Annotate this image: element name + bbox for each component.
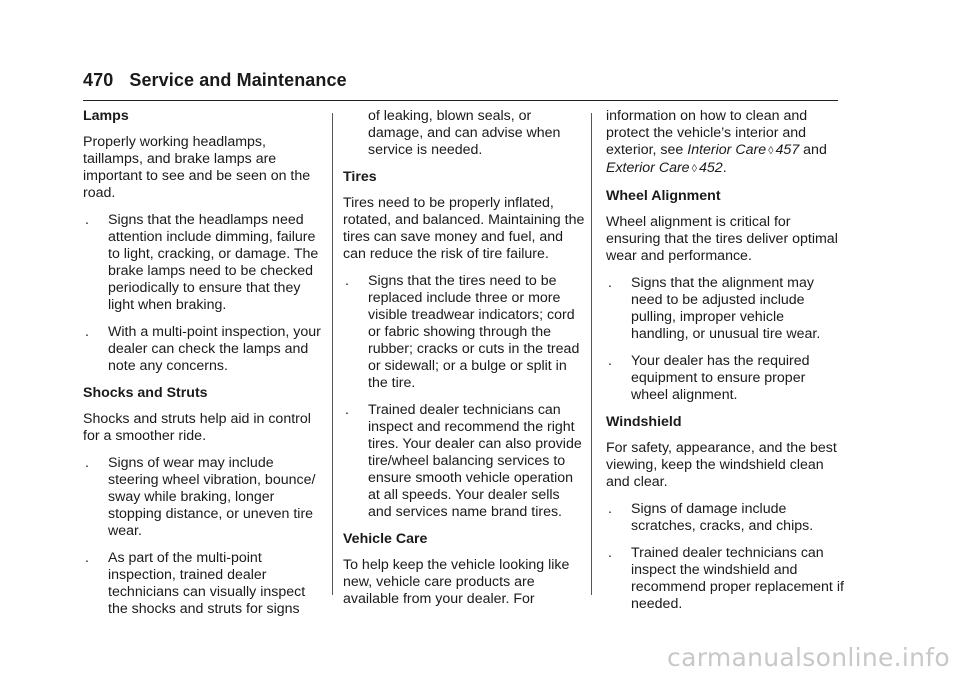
list-item (606, 353, 844, 404)
tires-bullet-1: Signs that the tires need to be replaced include three or more visible treadwear indicators; cord or fabric showing through the rubber; cracks or cuts in the tread or sidewall; or a bulge or split in the tire. (368, 273, 580, 391)
wheel-alignment-paragraph: Wheel alignment is critical for ensuring that the tires deliver optimal wear and performance. (606, 214, 838, 264)
windshield-bullet-1: Signs of damage include scratches, cracks, and chips. (631, 501, 814, 534)
header-rule (83, 100, 838, 101)
lamps-bullet-2: With a multi-point inspection, your dealer can check the lamps and note any concerns. (108, 324, 321, 374)
shocks-continuation: of leaking, blown seals, or damage, and can advise when service is needed. (368, 108, 561, 158)
list-item (83, 455, 323, 540)
windshield-heading: Windshield (606, 414, 682, 430)
wheel-bullet-2: Your dealer has the required equipment to ensure proper wheel alignment. (631, 353, 810, 403)
exterior-care-link[interactable]: Exterior Care (606, 160, 690, 176)
bullet-marker: . (345, 273, 349, 289)
list-item (83, 324, 323, 375)
lamps-bullet-1: Signs that the headlamps need attention include dimming, failure to light, cracking, or damage. The brake lamps need to be checked periodically to ensure that they light when braking. (108, 212, 319, 313)
list-item (606, 501, 844, 535)
column-3 (606, 108, 844, 623)
windshield-bullet-2: Trained dealer technicians can inspect the windshield and recommend proper replacement if needed. (631, 545, 844, 612)
page-header (83, 70, 347, 91)
lamps-heading: Lamps (83, 108, 129, 124)
bullet-marker: . (85, 212, 89, 228)
column-divider-2 (591, 113, 592, 595)
list-item (343, 402, 585, 521)
bullet-marker: . (85, 324, 89, 340)
vehicle-care-continuation (606, 108, 844, 178)
page-ref-arrow-icon: ◊ (691, 163, 698, 175)
shocks-paragraph: Shocks and struts help aid in control for a smoother ride. (83, 411, 311, 444)
list-item (343, 273, 585, 392)
list-item (83, 550, 323, 618)
shocks-bullet-1: Signs of wear may include steering wheel vibration, bounce/ sway while braking, longer stopping distance, or uneven tire wear. (108, 455, 316, 539)
bullet-marker: . (608, 353, 612, 369)
list-item (606, 275, 844, 343)
bullet-marker: . (85, 455, 89, 471)
and-text: and (803, 142, 827, 158)
vehicle-care-heading: Vehicle Care (343, 531, 428, 547)
list-item (83, 212, 323, 314)
column-divider-1 (332, 113, 333, 595)
bullet-marker: . (345, 402, 349, 418)
exterior-care-page[interactable]: 452 (699, 160, 723, 176)
sentence-period: . (722, 160, 727, 176)
column-1 (83, 108, 323, 628)
page-ref-arrow-icon: ◊ (768, 145, 774, 157)
continuation-text: information on how to clean and protect the vehicle’s interior and exterior, see (606, 108, 808, 158)
interior-care-page[interactable]: 457 (775, 142, 800, 158)
wheel-bullet-1: Signs that the alignment may need to be adjusted include pulling, improper vehicle handling, or unusual tire wear. (631, 275, 821, 342)
list-item (606, 545, 844, 613)
bullet-marker: . (608, 545, 612, 561)
bullet-marker: . (608, 275, 612, 291)
column-2 (343, 108, 585, 618)
shocks-heading: Shocks and Struts (83, 385, 208, 401)
watermark: carmanualsonline.info (667, 643, 950, 672)
page-number: 470 (83, 70, 114, 90)
lamps-paragraph: Properly working headlamps, taillamps, and brake lamps are important to see and be seen on the road. (83, 134, 311, 201)
tires-heading: Tires (343, 169, 377, 185)
tires-bullet-2: Trained dealer technicians can inspect and recommend the right tires. Your dealer can also provide tire/wheel balancing services to ensure smooth vehicle operation at all speeds. Your dealer sells and services name brand tires. (368, 402, 582, 520)
vehicle-care-paragraph: To help keep the vehicle looking like new, vehicle care products are available from your dealer. For (343, 557, 570, 607)
section-title: Service and Maintenance (129, 70, 347, 90)
tires-paragraph: Tires need to be properly inflated, rotated, and balanced. Maintaining the tires can save money and fuel, and can reduce the risk of tire failure. (343, 195, 585, 262)
windshield-paragraph: For safety, appearance, and the best viewing, keep the windshield clean and clear. (606, 440, 837, 490)
shocks-bullet-2: As part of the multi-point inspection, trained dealer technicians can visually inspect the shocks and struts for signs (108, 550, 306, 617)
wheel-alignment-heading: Wheel Alignment (606, 188, 721, 204)
bullet-marker: . (608, 501, 612, 517)
interior-care-link[interactable]: Interior Care (687, 142, 767, 158)
bullet-marker: . (85, 550, 89, 566)
